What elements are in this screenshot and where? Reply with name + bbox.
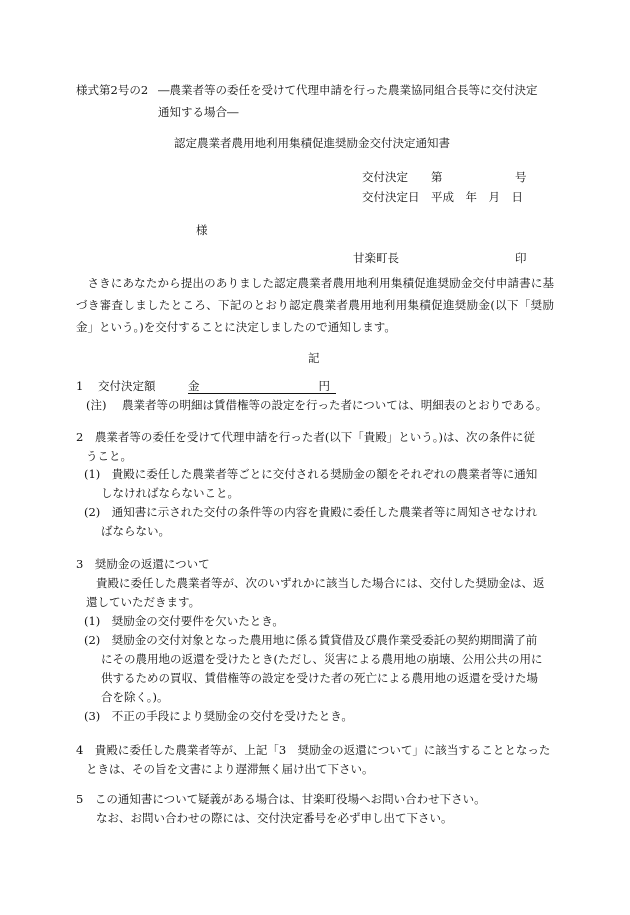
document-title: 認定農業者農用地利用集積促進奨励金交付決定通知書 bbox=[174, 136, 450, 150]
intro-paragraph: さきにあなたから提出のありました認定農業者農用地利用集積促進奨励金交付申請書に基づき審査しましたところ、下記のとおり認定農業者農用地利用集積促進奨励金(以下「奨励金」という。)を交付することに決定しましたので通知します。 bbox=[76, 276, 554, 334]
header-note-line1: ―農業者等の委任を受けて代理申請を行った農業協同組合長等に交付決定 bbox=[158, 83, 538, 97]
item3-body-line1: 貴殿に委任した農業者等が、次のいずれかに該当した場合には、交付した奨励金は、返 bbox=[96, 576, 545, 590]
item3-sub2-line2: にその農用地の返還を受けたとき(ただし、災害による農用地の崩壊、公用公共の用に bbox=[101, 652, 543, 666]
form-number: 様式第2号の2 bbox=[76, 83, 149, 97]
item1-number: 1 bbox=[76, 379, 84, 393]
header-note-line2: 通知する場合― bbox=[158, 105, 239, 119]
item3-sub2-line4: 合を除く。)。 bbox=[101, 690, 169, 704]
decision-date-label: 交付決定日 bbox=[362, 190, 420, 204]
decision-number-dai: 第 bbox=[431, 170, 443, 184]
item2-line1: 2 農業者等の委任を受けて代理申請を行った者(以下「貴殿」という。)は、次の条件に従 bbox=[76, 430, 536, 444]
amount-underline bbox=[188, 378, 336, 394]
item1-note-label: (注) bbox=[86, 398, 107, 412]
item3-body-line2: 還していただきます。 bbox=[86, 595, 201, 609]
item1-note: 農業者等の明細は賃借権等の設定を行った者については、明細表のとおりである。 bbox=[122, 398, 548, 412]
item5-line1: 5 この通知書について疑義がある場合は、甘楽町役場へお問い合わせ下さい。 bbox=[76, 792, 486, 806]
item2-sub1-line2: しなければならないこと。 bbox=[101, 486, 239, 500]
decision-number-go: 号 bbox=[515, 170, 527, 184]
issuer-name: 甘楽町長 bbox=[353, 251, 399, 265]
item3-sub3: (3) 不正の手段により奨励金の交付を受けたとき。 bbox=[84, 709, 353, 723]
amount-kin: 金 bbox=[188, 379, 200, 393]
item3-sub2-line3: 供するための買収、賃借権等の設定を受けた者の死亡による農用地の返還を受けた場 bbox=[101, 671, 538, 685]
item3-sub1: (1) 奨励金の交付要件を欠いたとき。 bbox=[84, 614, 284, 628]
item1-label: 交付決定額 bbox=[98, 379, 156, 393]
decision-number-label: 交付決定 bbox=[362, 170, 408, 184]
item2-sub2-line2: ばならない。 bbox=[101, 524, 170, 538]
amount-en: 円 bbox=[318, 379, 330, 393]
item3-sub2-line1: (2) 奨励金の交付対象となった農用地に係る賃貸借及び農作業受委託の契約期間満了前 bbox=[84, 633, 538, 647]
addressee-suffix: 様 bbox=[196, 223, 208, 237]
item2-sub1-line1: (1) 貴殿に委任した農業者等ごとに交付される奨励金の額をそれぞれの農業者等に通知 bbox=[84, 467, 538, 481]
item4-line2: ときは、その旨を文書により遅滞無く届け出て下さい。 bbox=[86, 762, 374, 776]
ki-heading: 記 bbox=[308, 351, 320, 365]
item2-line2: うこと。 bbox=[86, 449, 132, 463]
seal-mark: 印 bbox=[515, 251, 527, 265]
decision-date-value: 平成 年 月 日 bbox=[431, 190, 523, 204]
item2-sub2-line1: (2) 通知書に示された交付の条件等の内容を貴殿に委任した農業者等に周知させなけれ bbox=[84, 505, 538, 519]
item5-line2: なお、お問い合わせの際には、交付決定番号を必ず申し出て下さい。 bbox=[96, 811, 453, 825]
item4-line1: 4 貴殿に委任した農業者等が、上記「3 奨励金の返還について」に該当することとなった bbox=[76, 743, 551, 757]
item3-heading: 3 奨励金の返還について bbox=[76, 557, 210, 571]
